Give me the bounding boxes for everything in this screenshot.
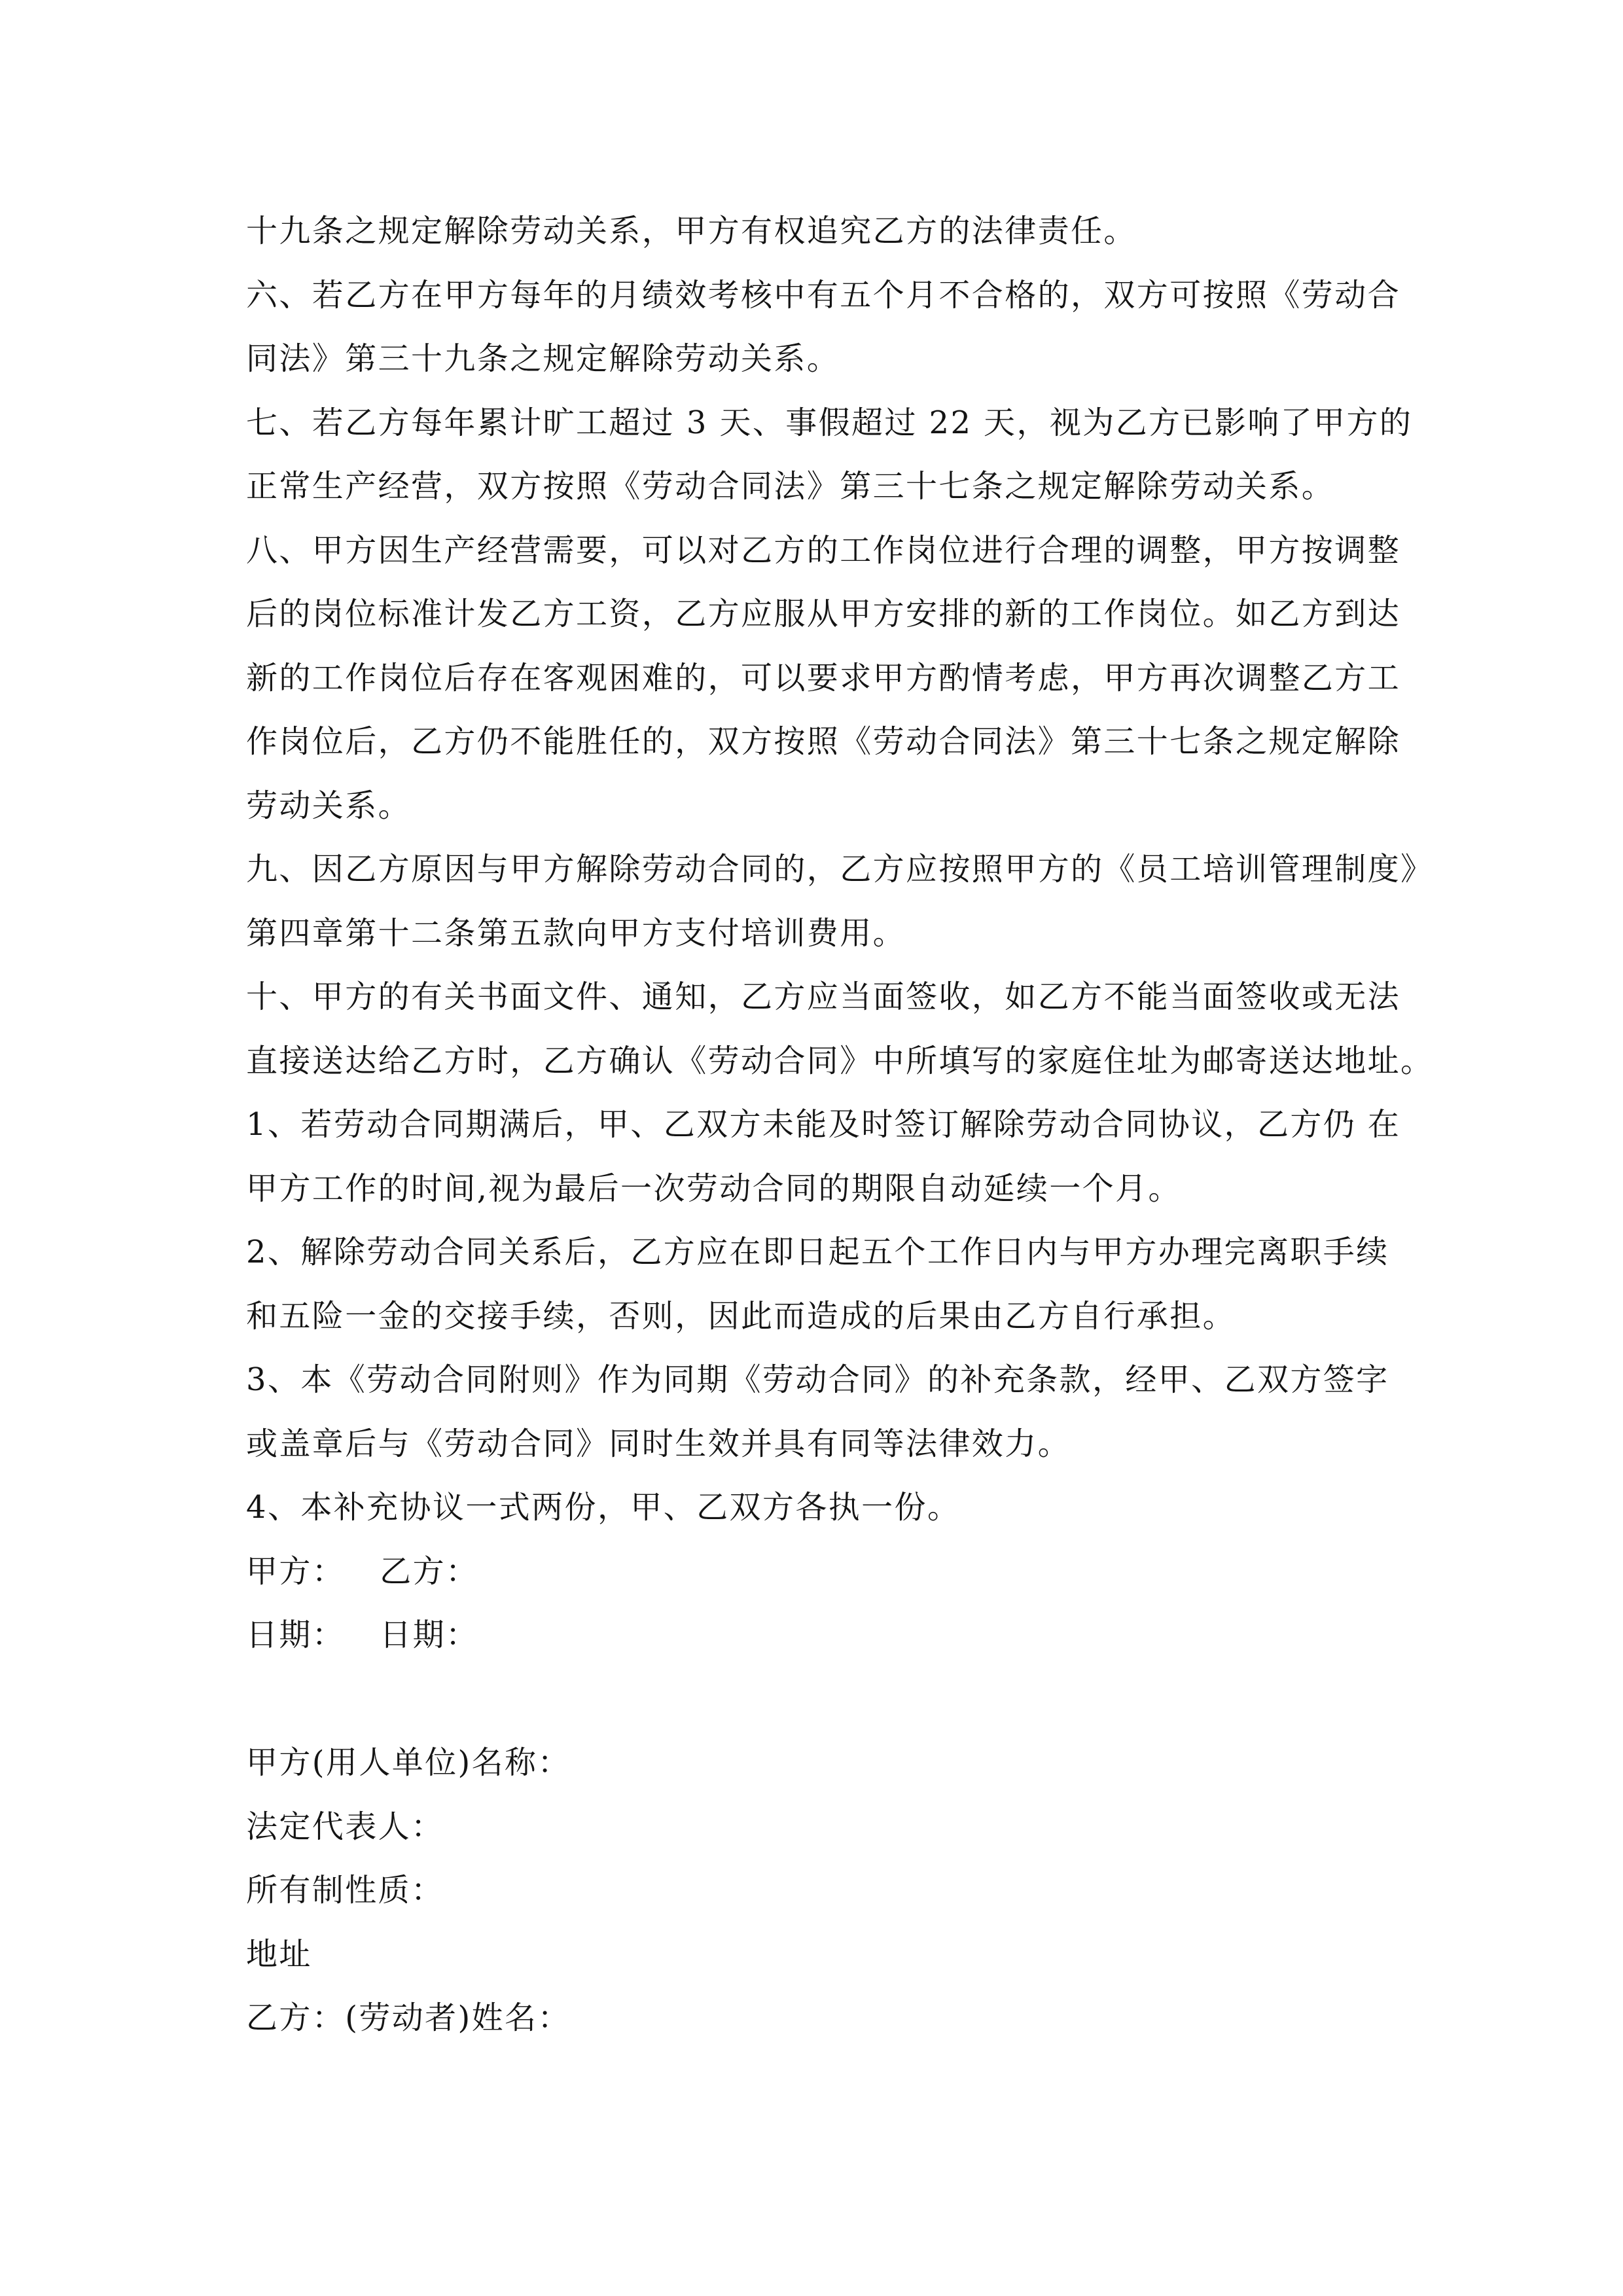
text-line: 九、因乙方原因与甲方解除劳动合同的，乙方应按照甲方的《员工培训管理制度》 [246, 851, 1434, 888]
employee-name-field: 乙方：(劳动者)姓名： [246, 2000, 571, 2036]
text-line: 第四章第十二条第五款向甲方支付培训费用。 [246, 914, 906, 952]
text-line: 十九条之规定解除劳动关系，甲方有权追究乙方的法律责任。 [246, 213, 1137, 249]
text-line: 1、若劳动合同期满后，甲、乙双方未能及时签订解除劳动合同协议，乙方仍 在 [246, 1106, 1401, 1143]
text-line: 4、本补充协议一式两份，甲、乙双方各执一份。 [246, 1489, 961, 1526]
address-field: 地址 [246, 1935, 312, 1973]
text-line: 同法》第三十九条之规定解除劳动关系。 [246, 340, 840, 377]
text-line: 十、甲方的有关书面文件、通知，乙方应当面签收，如乙方不能当面签收或无法 [246, 978, 1401, 1015]
text-line: 七、若乙方每年累计旷工超过 3 天、事假超过 22 天，视为乙方已影响了甲方的 [246, 404, 1413, 441]
signature-party-line: 甲方： 乙方： [246, 1552, 479, 1590]
employer-name-field: 甲方(用人单位)名称： [246, 1744, 571, 1781]
text-line: 后的岗位标准计发乙方工资，乙方应服从甲方安排的新的工作岗位。如乙方到达 [246, 596, 1401, 632]
text-line: 3、本《劳动合同附则》作为同期《劳动合同》的补充条款，经甲、乙双方签字 [246, 1361, 1389, 1398]
text-line: 正常生产经营，双方按照《劳动合同法》第三十七条之规定解除劳动关系。 [246, 468, 1335, 505]
text-line: 劳动关系。 [246, 787, 412, 824]
signature-date-line: 日期： 日期： [246, 1617, 479, 1653]
text-line: 2、解除劳动合同关系后，乙方应在即日起五个工作日内与甲方办理完离职手续 [246, 1234, 1389, 1270]
spacer [246, 1668, 1398, 1732]
text-line: 直接送达给乙方时，乙方确认《劳动合同》中所填写的家庭住址为邮寄送达地址。 [246, 1042, 1434, 1079]
text-line: 六、若乙方在甲方每年的月绩效考核中有五个月不合格的，双方可按照《劳动合 [246, 276, 1401, 314]
legal-representative-field: 法定代表人： [246, 1808, 444, 1845]
text-line: 新的工作岗位后存在客观困难的，可以要求甲方酌情考虑，甲方再次调整乙方工 [246, 659, 1401, 696]
text-line: 甲方工作的时间,视为最后一次劳动合同的期限自动延续一个月。 [246, 1170, 1181, 1207]
text-line: 作岗位后，乙方仍不能胜任的，双方按照《劳动合同法》第三十七条之规定解除 [246, 723, 1401, 760]
text-line: 或盖章后与《劳动合同》同时生效并具有同等法律效力。 [246, 1425, 1071, 1462]
ownership-field: 所有制性质： [246, 1872, 444, 1909]
text-line: 八、甲方因生产经营需要，可以对乙方的工作岗位进行合理的调整，甲方按调整 [246, 531, 1401, 569]
document-body [246, 200, 1434, 2051]
text-line: 和五险一金的交接手续，否则，因此而造成的后果由乙方自行承担。 [246, 1297, 1236, 1335]
